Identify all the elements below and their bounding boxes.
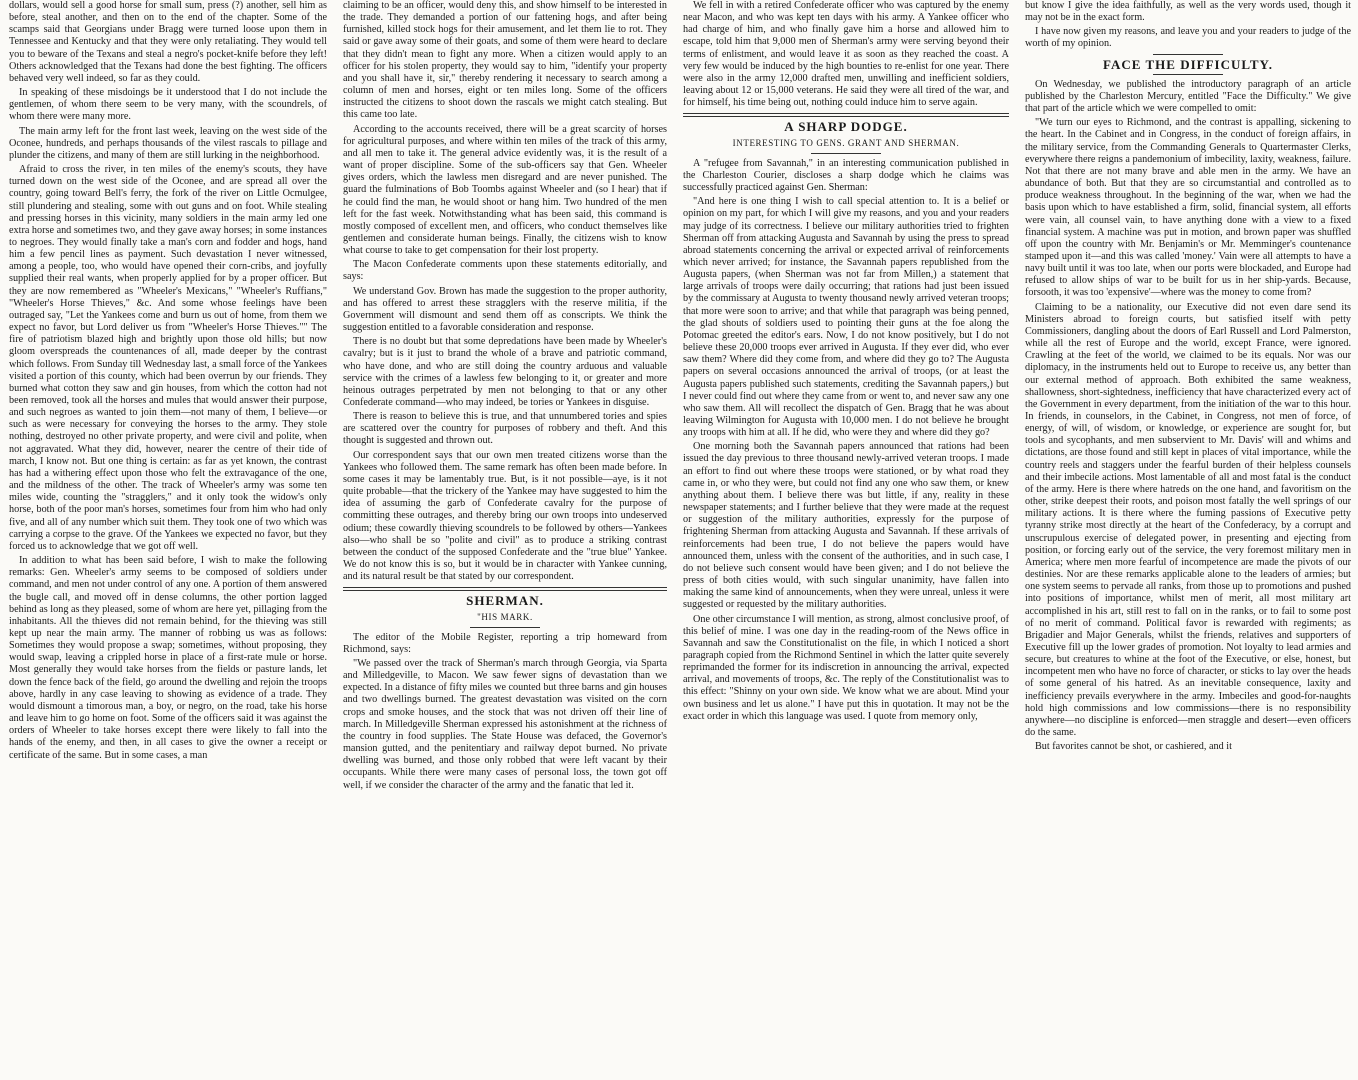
- heading-rule: [811, 153, 881, 154]
- paragraph: "We turn our eyes to Richmond, and the contrast is appalling, sickening to the heart. In the Cabinet and in Congress, in the conduct of foreign affairs, in the military service, from the Commanding Generals to Quartermaster Clerks, everywhere there reigns a pandemonium of imbecility, laxity, weakness, failure. Not that there are not many brave and able men in the army. We have an abundance of both. But that they are so circumstantial and controlled as to produce weakness throughout. In the beginning of the war, when we had the basis upon which to have established a firm, solid, financial system, all efforts were vain, all counsel vain, to have anything done with a view to a fixed financial system. A machine was put in motion, and brown paper was shuffled off upon the country with Mr. Benjamin's or Mr. Memminger's countenance stamped upon it—and this was called 'money.' Vain were all attempts to have a navy built until it was too late, when our ports were blockaded, and Europe had refused to allow ships of war to be built for us in her ship-yards. Because, forsooth, it was too 'expensive'—where was the money to come from?: [1025, 117, 1351, 299]
- column-4-top: [1025, 0, 1351, 51]
- paragraph: Claiming to be a nationality, our Executive did not even dare send its Ministers abroad to foreign courts, but satisfied itself with petty Commissioners, dangling about the doors of Earl Russell and Lord Palmerston, while all the rest of Europe and the world, except France, were ignored. Crawling at the feet of the world, we claimed to be its equals. Nor was our diplomacy, in the instruments held out to Europe to receive us, any better than our external method of approach. Both exhibited the same weakness, shallowness, short-sightedness, inefficiency that have characterized every act of the Government in every department, from the initiation of the war to this hour. In friends, in counselors, in the Cabinet, in Congress, not men of force, of energy, of will, of wisdom, or knowledge, or experience are sought for, but tools and sycophants, and men subservient to Mr. Davis' will and whims and dictations, are those found and still kept in places of vital importance, while the country reels and staggers under the fearful burden of their helpless counsels and their imbecile actions. Most lamentable of all and most fatal is the conduct of the army. Here is there where hatreds on the one hand, and favoritism on the other, strike deepest their roots, and poison most fatally the well springs of our military actions. It is there where the fuming passions of Executive petty tyranny strike most directly at the heart of the Confederacy, by a corrupt and unscrupulous exercise of delegated power, in presenting and ejecting from position, or forcing early out of the service, the very foremost military men in America; where men more fearful of incompetence are made the pivots of our destinies. Nor are these remarks applicable alone to the leaders of armies; but one system seems to pervade all ranks, from those up to promotions and pushed into positions of importance, whilst men of merit, all most military art accomplished in his art, still rest to fall on in the ranks, or to fail to some post of no merit of command. Political favor is rewarded with regiments; as Brigadier and Major Generals, whilst the friends, relatives and supporters of Executive fill up the lower grades of promotion. Not loyalty to lead armies and secure, but creatures to whine at the foot of the Executive, or else, honest, but incompetent men who have no force of character, or sticks to lay over the heads of some general of his hatred. As an inevitable consequence, laxity and inefficiency prevails everywhere in the army. Imbeciles and good-for-naughts hold high commissions and low commissions—there is no responsibility anywhere—no discipline is enforced—men straggle and desert—even officers do the same.: [1025, 301, 1351, 739]
- column-3-top: [683, 0, 1009, 109]
- paragraph: On Wednesday, we published the introductory paragraph of an article published by the Charleston Mercury, entitled "Face the Difficulty." We give that part of the article which we were compelled to omit:: [1025, 78, 1351, 115]
- paragraph: According to the accounts received, there will be a great scarcity of horses for agricultural purposes, and where within ten miles of the track of this army, and all men to take it. The general advice evidently was, it is the result of a want of proper discipline. Some of the sub-officers say that Gen. Wheeler gives orders, which the lawless men disregard and are never punished. The guard the fulminations of Bob Toombs against Wheeler and (so I hear) that if he could find the man, he would shoot or hang him. Two hundred of the men left for the fast week. Notwithstanding what has been said, this command is mostly composed of excellent men, and officers, who conduct themselves like gentlemen and considerate human beings. Finally, the citizens wish to know what course to take to get compensation for their lost property.: [343, 123, 667, 257]
- paragraph: Afraid to cross the river, in ten miles of the enemy's scouts, they have turned down on the west side of the Oconee, and are spread all over the country, going toward Bell's ferry, the fork of the river on Little Ocmulgee, still plundering and stealing, some with out guns and on foot. While stealing and pressing horses in this vicinity, many soldiers in the main army led one extra horse and sometimes two, and they gave away horses; in some instances to negroes. They would finally take a man's corn and fodder and hogs, hand him a few pencil lines as payment. Such devastation I never witnessed, among a people, too, who would have opened their corn-cribs, and joyfully supplied their real wants, when properly applied for by a proper officer. But they are now remembered as "Wheeler's Mexicans," "Wheeler's Ruffians," "Wheeler's Horse Thieves," &c. And some whose feelings have been outraged say, "Let the Yankees come and burn us out of home, from them we expect no favor, but Lord deliver us from "Wheeler's Horse Thieves."" The fire of patriotism blazed high and brightly upon those old hills; but now gloom overspreads the countenances of all, made deeper by the contrast which follows. From Sunday till Wednesday last, a small force of the Yankees visited a portion of this county, which had been overrun by our friends. They burned what cotton they saw and gin houses, from which the cotton had not been removed, took all the horses and mules that would answer their purpose, and such negroes as wanted to join them—not many of them, I believe—or such as were necessary for conveying the horses to the army. They stole nothing, destroyed no other private property, and were civil and polite, when not aggravated. What they did, however, nearer the centre of their tide of march, I know not. But one thing is certain: as far as yet known, the contrast has had a withering effect upon those who felt the extravagance of the one, and the mildness of the other. The track of Wheeler's army was some ten miles wide, counting the "stragglers," and it only took the widow's only horse, both of the poor man's horses, sometimes four from him who had only five, and all of any number which suit them. They took one of two which was carrying a corpse to the grave. Of the Yankees we expected no favor, but they forced us to acknowledge that we got off well.: [9, 164, 327, 552]
- paragraph: claiming to be an officer, would deny this, and show himself to be interested in the trade. They demanded a portion of our fattening hogs, and after being furnished, killed stock hogs for their amusement, and let them lie to rot. They said or gave away some of their goats, and some of them were heard to declare that they didn't mean to fight any more. When a citizen would apply to an officer for his stolen property, they would say to him, "identify your property and you shall have it, sir," thereby rendering it necessary to search among a column of men and horses, eight or ten miles long. Some of the officers instructed the citizens to shoot down the rascals we might catch stealing. But this came too late.: [343, 0, 667, 121]
- column-3: [677, 0, 1015, 1080]
- column-2-top: [343, 0, 667, 583]
- paragraph: But favorites cannot be shot, or cashiered, and it: [1035, 741, 1232, 753]
- column-2-bottom: [343, 632, 667, 792]
- column-4-bottom: [1025, 79, 1351, 754]
- paragraph: We understand Gov. Brown has made the suggestion to the proper authority, and has offered to arrest these stragglers with the reserve militia, if the Government will dismount and send them off as conscripts. We think the suggestion entitled to a favorable consideration and response.: [343, 285, 667, 334]
- paragraph: There is no doubt but that some depredations have been made by Wheeler's cavalry; but is it just to brand the whole of a brave and patriotic command, who have done, and who are still doing the country arduous and valuable service with the crimes of a lawless few belonging to it, or greater and more heinous outrages perpetrated by men not belonging to that or any other Confederate command—who may indeed, be tories or Yankees in disguise.: [343, 336, 667, 408]
- column-4: [1019, 0, 1357, 1080]
- article-heading-sherman: SHERMAN.: [466, 593, 544, 609]
- paragraph: One other circumstance I will mention, as strong, almost conclusive proof, of this belief of mine. I was one day in the reading-room of the News office in Savannah and saw the Constitutionalist on the file, in which I noticed a short paragraph copied from the Richmond Sentinel in which the latter quite severely reprimanded the former for its indiscretion in announcing the arrival, expected arrival, and movements of troops, &c. The reply of the Constitutionalist was to this effect: "Shinny on your own side. We know what we are about. Mind your own business and let us alone." I have put this in quotation. It may not be the exact order in which this language was used. I quote from memory only,: [683, 613, 1009, 722]
- article-subheading-interesting: INTERESTING TO GENS. GRANT AND SHERMAN.: [732, 137, 960, 148]
- article-subheading-his-mark: "HIS MARK.: [477, 611, 533, 622]
- paragraph: A "refugee from Savannah," in an interesting communication published in the Charleston Courier, discloses a sharp dodge which he claims was successfully practiced against Gen. Sherman:: [683, 157, 1009, 194]
- section-divider: [343, 587, 667, 591]
- paragraph: In speaking of these misdoings be it understood that I do not include the gentlemen, of whom there seem to be very many, with the scoundrels, of whom there were many more.: [9, 87, 327, 123]
- paragraph: One morning both the Savannah papers announced that rations had been issued the day previous to three thousand newly-arrived veteran troops. I made an effort to find out where these troops were stationed, or by what road they came in, or who they were, but could not find any one who saw them, or knew anything about them. I believe there was but little, if any, reality in these newspaper statements; and I further believe that they were made at the request or suggestion of the military authorities, expressly for the purpose of frightening Sherman from attacking Augusta and Savannah. If these arrivals of reinforcements had been true, I do not believe the papers would have announced them, unless with the consent of the authorities, and in such case, I do not believe such consent would have been given; and I do not believe the press of both cities would, with such singular unanimity, have fallen into making the same kind of announcements, when they were unreal, unless it were suggested or requested by the military authorities.: [683, 441, 1009, 611]
- paragraph: "And here is one thing I wish to call special attention to. It is a belief or opinion on my part, for which I will give my reasons, and you and your readers may judge of its correctness. I believe our military authorities tried to frighten Sherman off from attacking Augusta and Savannah by using the press to spread abroad statements concerning the arrival or expected arrival of reinforcements which never arrived; for instance, the Savannah papers republished from the Augusta papers, (when Sherman was not far from Millen,) a statement that large arrivals of troops were daily occurring; that rations had just been issued by the commissary at Augusta to twenty thousand newly arrived veteran troops; that more were soon to arrive; and that while that paragraph was being penned, the glad shouts of soldiers used to pointing their guns at the foe along the Potomac greeted the editor's ears. Now, I do not know positively, but I do not believe these 20,000 troops ever arrived in Augusta. If they ever did, who ever saw them? Where did they come from, and where did they go to? The Augusta papers on several occasions announced the arrival of troops, (or at least the Augusta papers published such statements, crediting the Savannah papers,) but I never could find out where they came from or went to, and never saw any one who saw them. All will recollect the dispatch of Gen. Bragg that he was about leaving Wilmington for Augusta with 10,000 men. I do not believe he brought any troops with him at all. If he did, who were they and where did they go?: [683, 196, 1009, 439]
- paragraph: There is reason to believe this is true, and that unnumbered tories and spies are scattered over the country for purposes of robbery and theft. And this thought is suggested and thrown out.: [343, 411, 667, 447]
- paragraph: The Macon Confederate comments upon these statements editorially, and says:: [343, 259, 667, 283]
- section-divider: [683, 113, 1009, 117]
- column-3-bottom: [683, 158, 1009, 723]
- paragraph: dollars, would sell a good horse for small sum, press (?) another, sell him as before, steal another, and then on to the end of the chapter. Some of the scamps said that Georgians under Bragg were turned loose upon them in Tennessee and Kentucky and that they were only retaliating. They would tell you to beware of the Texans and steal a negro's pocket-knife before they left! Others acknowledged that the Texans had done the best fighting. The officers behaved very well indeed, so far as they could.: [9, 0, 327, 84]
- heading-rule: [470, 627, 540, 628]
- paragraph: We fell in with a retired Confederate officer who was captured by the enemy near Macon, and who was kept ten days with his army. A Yankee officer who had charge of him, and who finally gave him a horse and allowed him to escape, told him that 9,000 men of Sherman's army were serving beyond their terms of enlistment, and would leave it as soon as they reached the coast. A very few would be induced by the high bounties to re-enlist for one year. There were also in the army 12,000 drafted men, unwilling and inefficient soldiers, leaving about 12 or 15,000 veterans. He said they were all tired of the war, and for himself, his time being out, nothing could induce him to serve again.: [683, 0, 1009, 109]
- paragraph: "We passed over the track of Sherman's march through Georgia, via Sparta and Milledgeville, to Macon. We saw fewer signs of devastation than we expected. In a distance of fifty miles we counted but three barns and gin houses and two dwellings burned. The greatest devastation was visited on the corn crops and smoke houses, and the stock that was not driven off their line of march. In Milledgeville Sherman expressed his astonishment at the richness of the country in food supplies. The State House was defaced, the Governor's mansion gutted, and the penitentiary and railway depot burned. No private dwelling was burned, and those only robbed that were left vacant by their occupants. While there were many cases of personal loss, the town got off well, if we consider the character of the army and the fanatic that led it.: [343, 657, 667, 791]
- column-2: [337, 0, 673, 1080]
- article-heading-face-the-difficulty: FACE THE DIFFICULTY.: [1103, 56, 1273, 72]
- paragraph: The main army left for the front last week, leaving on the west side of the Oconee, hundreds, and perhaps thousands of the vilest rascals to pillage and plunder the citizens, and many of them are still lurking in the neighborhood.: [9, 125, 327, 161]
- column-1: [3, 0, 333, 1080]
- paragraph: In addition to what has been said before, I wish to make the following remarks: Gen. Wheeler's army seems to be composed of soldiers under command, and men not under control of any one. A portion of them answered the bugle call, and moved off in dense columns, the other portion lagged behind as long as they pleased, some of whom are here yet, pillaging from the inhabitants. All the thieves did not remain behind, for the thieving was still kept up near the main army. The manner of robbing us was as follows: Sometimes they would propose a swap; sometimes, without proposing, they would swap, leaving a crippled horse in place of a first-rate mule or horse. Most generally they would take horses from the fields or pasture lands, let down the fence back of the field, go around the dwelling and rejoin the troops above, hardly in any case leaving to showing as evidence of a trade. They would dismount a timorous man, a boy, or negro, on the road, take his horse and leave him to go home on foot. Some of the officers said it was against the orders of Wheeler to take horses except there were likely to fall into the hands of the enemy, and then, in all cases to give the owner a receipt or certificate of the same. But in some cases, a man: [9, 555, 327, 761]
- article-heading-sharp-dodge: A SHARP DODGE.: [784, 119, 908, 135]
- heading-rule: [1153, 74, 1223, 75]
- paragraph: The editor of the Mobile Register, reporting a trip homeward from Richmond, says:: [343, 631, 667, 655]
- paragraph: but know I give the idea faithfully, as well as the very words used, though it may not be in the exact form.: [1025, 0, 1351, 24]
- section-rule: [1153, 54, 1223, 55]
- paragraph: I have now given my reasons, and leave you and your readers to judge of the worth of my opinion.: [1025, 26, 1351, 50]
- paragraph: Our correspondent says that our own men treated citizens worse than the Yankees who followed them. The same remark has often been made before. In some cases it may be lamentably true. But, is it not possible—aye, is it not quite probable—that the trickery of the Yankee may have suggested to him the idea of assuming the garb of Confederate cavalry for the purpose of committing these outrages, and thereby bring our own troops into undeserved odium; these cowardly thieving scoundrels to be followed by others—Yankees also—who shall be so "polite and civil" as to produce a striking contrast between the conduct of the supposed Confederate and the "true blue" Yankee. We do not know this is so, but it would be in character with Yankee cunning, and its natural result be that stated by our correspondent.: [343, 449, 667, 583]
